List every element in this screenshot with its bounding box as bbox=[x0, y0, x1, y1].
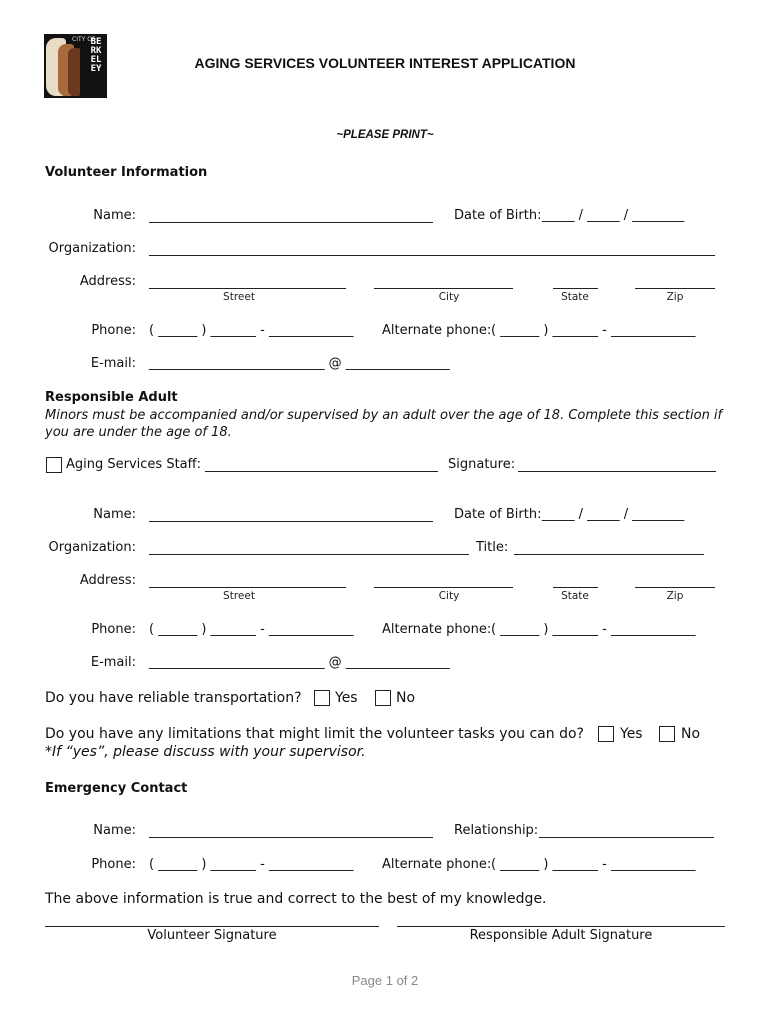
name-label: Name: bbox=[93, 208, 136, 223]
limitations-question: Do you have any limitations that might limit the volunteer tasks you can do? bbox=[45, 726, 584, 742]
street-caption: Street bbox=[223, 291, 255, 303]
emergency-heading: Emergency Contact bbox=[45, 781, 188, 796]
adult-city-field[interactable] bbox=[374, 587, 513, 588]
relationship-field[interactable] bbox=[539, 837, 714, 838]
adult-organization-field[interactable] bbox=[149, 554, 469, 555]
transport-yes-checkbox[interactable] bbox=[314, 690, 330, 706]
staff-label: Aging Services Staff: bbox=[66, 457, 201, 472]
volunteer-signature-caption: Volunteer Signature bbox=[147, 928, 277, 943]
adult-alt-phone-field[interactable]: ( ______ ) _______ - _____________ bbox=[491, 622, 696, 637]
logo-small-text: CITY OF bbox=[72, 36, 96, 43]
transport-question: Do you have reliable transportation? bbox=[45, 690, 302, 706]
name-field[interactable] bbox=[149, 222, 433, 223]
adult-name-label: Name: bbox=[93, 507, 136, 522]
transport-yes-label: Yes bbox=[335, 690, 358, 706]
adult-state-caption: State bbox=[561, 590, 589, 602]
signature-field[interactable] bbox=[518, 471, 716, 472]
relationship-label: Relationship: bbox=[454, 823, 539, 838]
emergency-name-label: Name: bbox=[93, 823, 136, 838]
adult-address-label: Address: bbox=[79, 573, 136, 588]
alt-phone-field[interactable]: ( ______ ) _______ - _____________ bbox=[491, 323, 696, 338]
limitations-no-checkbox[interactable] bbox=[659, 726, 675, 742]
phone-label: Phone: bbox=[91, 323, 136, 338]
logo-name: BERKELEY bbox=[90, 37, 102, 74]
transport-no-label: No bbox=[396, 690, 416, 706]
limitations-note: *If “yes”, please discuss with your supervisor. bbox=[45, 744, 366, 760]
adult-dob-label: Date of Birth: bbox=[454, 507, 542, 522]
emergency-alt-phone-field[interactable]: ( ______ ) _______ - _____________ bbox=[491, 857, 696, 872]
state-field[interactable] bbox=[553, 288, 598, 289]
adult-email-field[interactable]: ___________________________ @ ________________ bbox=[149, 655, 450, 670]
alt-phone-label: Alternate phone: bbox=[382, 323, 492, 338]
adult-zip-field[interactable] bbox=[635, 587, 715, 588]
adult-signature-caption: Responsible Adult Signature bbox=[469, 928, 653, 943]
attestation-text: The above information is true and correct to the best of my knowledge. bbox=[45, 891, 547, 907]
emergency-alt-phone-label: Alternate phone: bbox=[382, 857, 492, 872]
staff-field[interactable] bbox=[205, 471, 438, 472]
zip-field[interactable] bbox=[635, 288, 715, 289]
adult-title-label: Title: bbox=[476, 540, 509, 555]
page-number: Page 1 of 2 bbox=[351, 973, 419, 988]
adult-phone-field[interactable]: ( ______ ) _______ - _____________ bbox=[149, 622, 354, 637]
signature-label: Signature: bbox=[448, 457, 516, 472]
adult-street-caption: Street bbox=[223, 590, 255, 602]
emergency-name-field[interactable] bbox=[149, 837, 433, 838]
email-field[interactable]: ___________________________ @ ________________ bbox=[149, 356, 450, 371]
emergency-phone-field[interactable]: ( ______ ) _______ - _____________ bbox=[149, 857, 354, 872]
adult-organization-label: Organization: bbox=[48, 540, 136, 555]
responsible-heading: Responsible Adult bbox=[45, 390, 178, 405]
adult-email-label: E-mail: bbox=[90, 655, 136, 670]
email-label: E-mail: bbox=[90, 356, 136, 371]
limitations-yes-checkbox[interactable] bbox=[598, 726, 614, 742]
transport-no-checkbox[interactable] bbox=[375, 690, 391, 706]
volunteer-heading: Volunteer Information bbox=[45, 165, 208, 180]
organization-field[interactable] bbox=[149, 255, 715, 256]
adult-title-field[interactable] bbox=[514, 554, 704, 555]
city-caption: City bbox=[438, 291, 460, 303]
adult-street-field[interactable] bbox=[149, 587, 346, 588]
adult-dob-field[interactable]: _____ / _____ / ________ bbox=[542, 507, 685, 522]
responsible-note: Minors must be accompanied and/or supervised by an adult over the age of 18. Complete this section if you are under the age of 18. bbox=[45, 408, 723, 440]
limitations-yes-label: Yes bbox=[620, 726, 643, 742]
volunteer-signature-line[interactable] bbox=[45, 926, 379, 927]
street-field[interactable] bbox=[149, 288, 346, 289]
city-field[interactable] bbox=[374, 288, 513, 289]
limitations-no-label: No bbox=[681, 726, 701, 742]
address-label: Address: bbox=[79, 274, 136, 289]
organization-label: Organization: bbox=[48, 241, 136, 256]
adult-city-caption: City bbox=[438, 590, 460, 602]
adult-name-field[interactable] bbox=[149, 521, 433, 522]
adult-state-field[interactable] bbox=[553, 587, 598, 588]
adult-alt-phone-label: Alternate phone: bbox=[382, 622, 492, 637]
adult-zip-caption: Zip bbox=[666, 590, 684, 602]
phone-field[interactable]: ( ______ ) _______ - _____________ bbox=[149, 323, 354, 338]
state-caption: State bbox=[561, 291, 589, 303]
please-print-note: ~PLEASE PRINT~ bbox=[336, 129, 434, 141]
zip-caption: Zip bbox=[666, 291, 684, 303]
adult-signature-line[interactable] bbox=[397, 926, 725, 927]
emergency-phone-label: Phone: bbox=[91, 857, 136, 872]
page-title: AGING SERVICES VOLUNTEER INTEREST APPLICATION bbox=[194, 55, 576, 71]
dob-label: Date of Birth: bbox=[454, 208, 542, 223]
adult-phone-label: Phone: bbox=[91, 622, 136, 637]
dob-field[interactable]: _____ / _____ / ________ bbox=[542, 208, 685, 223]
staff-checkbox[interactable] bbox=[46, 457, 62, 473]
